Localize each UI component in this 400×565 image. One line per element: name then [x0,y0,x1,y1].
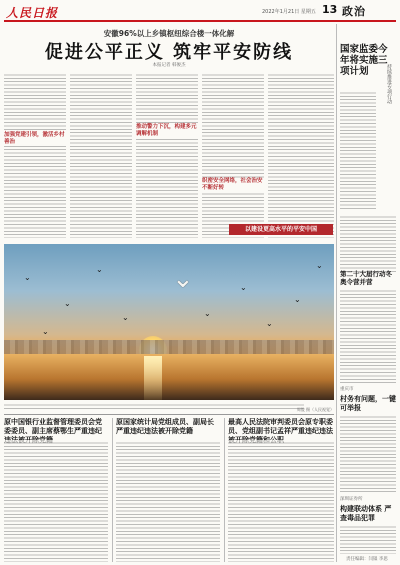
gull-icon: ⌄ [42,327,49,336]
masthead-rule [4,20,396,22]
city-skyline [4,340,334,354]
gull-icon: ⌄ [294,295,301,304]
right-label: 重庆市 [340,387,354,392]
sun-reflection [144,356,162,400]
main-headline: 促进公平正义 筑牢平安防线 [44,42,294,63]
main-column-3 [136,72,198,238]
gull-foreground-icon: ⌄ [172,264,194,294]
masthead [0,0,400,22]
page-number: 13 [322,3,338,16]
bottom-story-2 [116,418,220,562]
main-story [4,28,334,240]
main-column-1 [4,72,66,238]
bottom-story-1-text [4,440,108,562]
bottom-story-3-text [228,440,334,562]
gull-icon: ⌄ [96,265,103,274]
gull-icon: ⌄ [266,319,273,328]
right-story-1-cont [340,214,396,274]
main-column-5 [268,72,334,238]
main-kicker: 安徽96%以上乡镇枢纽综合楼一体化解 [103,29,235,38]
bottom-story-3-headline: 最高人民法院审判委员会原专职委员、党组副书记孟祥严重违纪违法 [228,418,333,435]
bottom-story-2-headline: 原国家统计局党组成员、副局长严重违纪违法被开除党籍 [116,418,214,435]
gull-icon: ⌄ [122,313,129,322]
right-bottom-headline: 构建联动体系 严查毒品犯罪 [340,504,392,522]
bottom-story-2-text [116,440,220,562]
lake-water [4,354,334,400]
gull-icon: ⌄ [24,273,31,282]
bottom-rule [4,414,334,415]
bottom-divider [112,418,113,562]
main-column-2 [70,72,132,238]
page-editor-footer: 责任编辑：闫韫 李思 [346,557,388,562]
right-story-2-text [340,288,396,384]
gull-icon: ⌄ [204,309,211,318]
gull-icon: ⌄ [240,283,247,292]
newspaper-logo: 人民日报 [6,6,59,20]
photo-caption [4,402,334,412]
right-headline: 国家监委今年将实施三项计划 [340,44,388,77]
issue-date: 2022年1月21日 星期五 [262,9,316,15]
section-title: 政治 [342,5,366,18]
right-mid-headline: 第二十大届行动冬奥令营并营 [340,270,392,286]
main-column-4 [202,72,264,238]
right-column-divider [336,24,337,562]
gull-icon: ⌄ [64,299,71,308]
gull-icon: ⌄ [316,261,323,270]
bottom-divider [224,418,225,562]
bottom-story-1 [4,418,108,562]
bottom-story-1-headline: 原中国银行业监督管理委员会党委委员、副主席蔡鄂生严重违纪 [4,418,102,435]
right-section-head: 村务有问题，一键可举报 [340,394,396,412]
bottom-story-3 [228,418,334,562]
right-column [340,24,396,564]
main-subhead-3: 织密安全网络，社会治安不断好转 [202,178,263,191]
right-story-3-text [340,414,396,494]
right-label-2: 深圳证券所 [340,497,363,502]
main-banner: 以建设更高水平的平安中国 [229,224,333,235]
main-subhead-2: 推动警力下沉，构建多元调解机制 [136,124,197,137]
featured-photo [4,244,334,400]
right-deck: 持续推进专项行动 [386,64,392,104]
main-subhead-1: 加强党建引领，激活乡村善治 [4,132,65,145]
right-story-4-text [340,524,396,554]
photo-credit: 周俊 摄（人民视觉） [296,407,334,412]
main-byline: 本报记者 韩俊杰 [152,63,186,68]
right-story-1-text [340,90,376,210]
